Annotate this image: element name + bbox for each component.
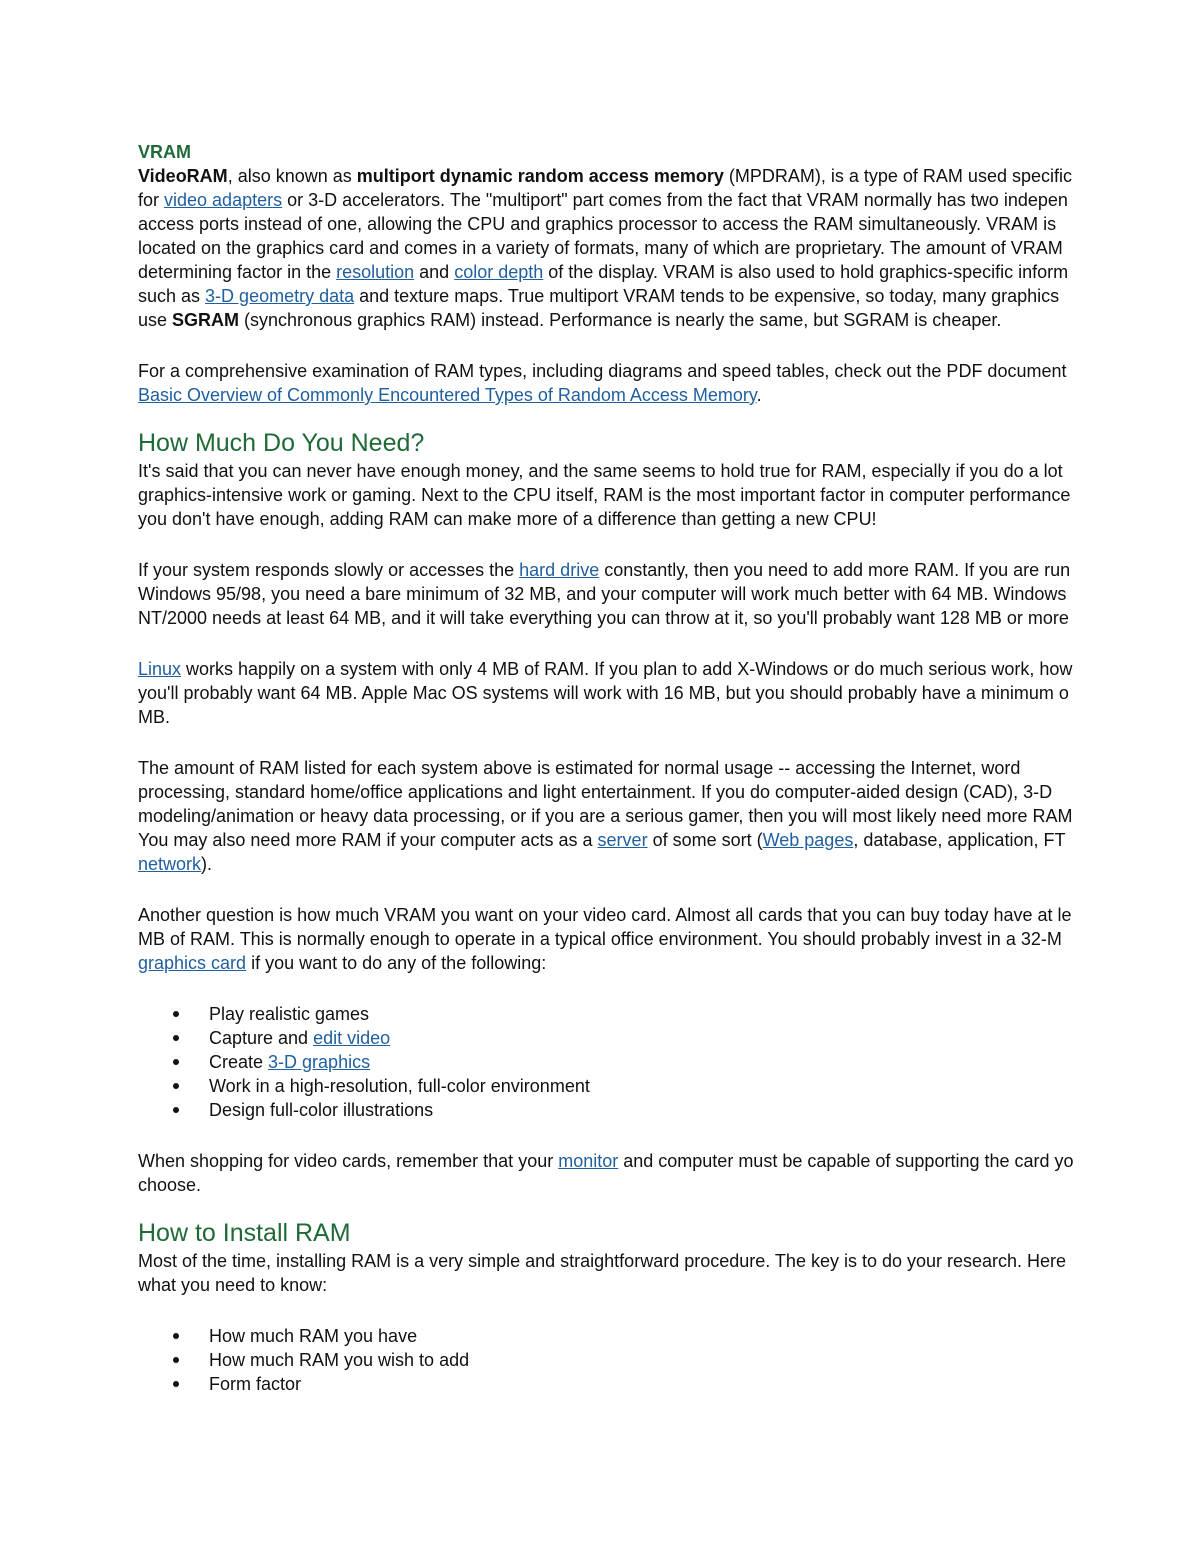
text-line: For a comprehensive examination of RAM types, including diagrams and speed tables, check out the PDF document [138,361,1067,381]
text-line [138,260,1200,284]
text-line [138,284,1200,308]
term-mpdram: multiport dynamic random access memory [356,166,724,186]
text-span: You may also need more RAM if your computer acts as a [138,830,598,850]
text-line [138,828,1200,852]
text-span: (MPDRAM), is a type of RAM used specific [723,166,1072,186]
spacer [138,876,1200,903]
need-paragraph-5 [138,903,1200,975]
text-span: of some sort ( [647,830,763,850]
need-paragraph-1 [138,459,1200,531]
bullet-icon [173,1107,179,1113]
link-3d-graphics[interactable]: 3-D graphics [268,1052,371,1072]
text-line: NT/2000 needs at least 64 MB, and it will take everything you can throw at it, so you'll probably want 128 MB or more [138,608,1069,628]
text-span: How much RAM you wish to add [209,1350,470,1370]
text-line: processing, standard home/office applications and light entertainment. If you do computer-aided design (CAD), 3-D [138,782,1053,802]
text-span: When shopping for video cards, remember that your [138,1151,559,1171]
bullet-icon [173,1333,179,1339]
text-span: Work in a high-resolution, full-color environment [209,1076,590,1096]
text-line: MB of RAM. This is normally enough to operate in a typical office environment. You should probably invest in a 32-M [138,929,1062,949]
vram-uses-list [138,1002,1200,1122]
text-span: use [138,310,173,330]
text-span: ). [201,854,213,874]
text-line: Another question is how much VRAM you want on your video card. Almost all cards that you can buy today have at le [138,905,1072,925]
bullet-icon [173,1357,179,1363]
list-item [138,1372,1200,1396]
text-span: Capture and [209,1028,314,1048]
text-span: if you want to do any of the following: [246,953,547,973]
text-line [138,1149,1200,1173]
text-span: Design full-color illustrations [209,1100,434,1120]
text-span: such as [138,286,206,306]
bullet-icon [173,1011,179,1017]
spacer [138,729,1200,756]
bullet-icon [173,1381,179,1387]
link-hard-drive[interactable]: hard drive [519,560,600,580]
bullet-icon [173,1035,179,1041]
text-line [138,657,1200,681]
spacer [138,407,1200,427]
link-graphics-card[interactable]: graphics card [138,953,247,973]
need-paragraph-3 [138,657,1200,729]
need-paragraph-2 [138,558,1200,630]
spacer [138,1197,1200,1217]
spacer [138,332,1200,359]
list-item [138,1324,1200,1348]
link-3d-geometry-data[interactable]: 3-D geometry data [205,286,355,306]
link-color-depth[interactable]: color depth [454,262,544,282]
list-item [138,1026,1200,1050]
vram-heading: VRAM [138,142,191,162]
text-line [138,383,1200,407]
install-paragraph [138,1249,1200,1297]
link-edit-video[interactable]: edit video [313,1028,391,1048]
text-span: How much RAM you have [209,1326,418,1346]
document-page [138,140,1200,1396]
text-line: what you need to know: [138,1275,328,1295]
text-line: choose. [138,1175,202,1195]
text-span: constantly, then you need to add more RAM. If you are run [599,560,1071,580]
link-linux[interactable]: Linux [138,659,182,679]
text-line: graphics-intensive work or gaming. Next to the CPU itself, RAM is the most important factor in computer performance [138,485,1071,505]
need-paragraph-4 [138,756,1200,876]
text-line [138,951,1200,975]
text-span: . [756,385,762,405]
list-item [138,1348,1200,1372]
term-videoram: VideoRAM [138,166,228,186]
spacer [138,975,1200,1002]
spacer [138,1122,1200,1149]
text-span: (synchronous graphics RAM) instead. Performance is nearly the same, but SGRAM is cheaper. [239,310,1002,330]
text-line: modeling/animation or heavy data processing, or if you are a serious gamer, then you will most likely need more RAM [138,806,1073,826]
list-item [138,1002,1200,1026]
link-resolution[interactable]: resolution [336,262,415,282]
need-paragraph-6 [138,1149,1200,1197]
list-item [138,1098,1200,1122]
list-item [138,1050,1200,1074]
text-line: access ports instead of one, allowing the CPU and graphics processor to access the RAM simultaneously. VRAM is [138,214,1057,234]
text-span: and computer must be capable of supporting the card yo [618,1151,1074,1171]
spacer [138,531,1200,558]
section-heading-install: How to Install RAM [138,1219,351,1247]
list-item [138,1074,1200,1098]
text-line: located on the graphics card and comes in a variety of formats, many of which are proprietary. The amount of VRAM [138,238,1063,258]
text-line: Most of the time, installing RAM is a very simple and straightforward procedure. The key is to do your research. Here [138,1251,1067,1271]
section-heading-how-much: How Much Do You Need? [138,429,425,457]
text-line: Windows 95/98, you need a bare minimum of 32 MB, and your computer will work much better with 64 MB. Windows [138,584,1067,604]
text-line: you don't have enough, adding RAM can make more of a difference than getting a new CPU! [138,509,877,529]
text-span: , also known as [227,166,357,186]
pdf-paragraph [138,359,1200,407]
text-span: determining factor in the [138,262,337,282]
text-span: and [414,262,455,282]
link-network[interactable]: network [138,854,202,874]
text-line [138,188,1200,212]
link-video-adapters[interactable]: video adapters [164,190,283,210]
bullet-icon [173,1059,179,1065]
vram-paragraph [138,164,1200,332]
bullet-icon [173,1083,179,1089]
text-line [138,852,1200,876]
link-server[interactable]: server [597,830,648,850]
term-sgram: SGRAM [172,310,240,330]
text-span: of the display. VRAM is also used to hold graphics-specific inform [543,262,1069,282]
link-monitor[interactable]: monitor [558,1151,619,1171]
text-span: works happily on a system with only 4 MB of RAM. If you plan to add X-Windows or do much serious work, how [181,659,1073,679]
install-checklist [138,1324,1200,1396]
text-span: , database, application, FT [853,830,1066,850]
text-span: or 3-D accelerators. The "multiport" part comes from the fact that VRAM normally has two indepen [282,190,1068,210]
text-line: you'll probably want 64 MB. Apple Mac OS systems will work with 16 MB, but you should probably have a minimum o [138,683,1069,703]
spacer [138,1297,1200,1324]
text-line [138,308,1200,332]
text-span: If your system responds slowly or accesses the [138,560,520,580]
text-span: for [138,190,165,210]
text-span: Create [209,1052,269,1072]
link-ram-types-pdf[interactable]: Basic Overview of Commonly Encountered Types of Random Access Memory [138,385,757,405]
text-line [138,558,1200,582]
text-span: and texture maps. True multiport VRAM tends to be expensive, so today, many graphics [354,286,1060,306]
spacer [138,630,1200,657]
text-line [138,164,1200,188]
text-line: The amount of RAM listed for each system above is estimated for normal usage -- accessing the Internet, word [138,758,1021,778]
text-span: Play realistic games [209,1004,370,1024]
text-line: It's said that you can never have enough money, and the same seems to hold true for RAM, especially if you do a lot [138,461,1063,481]
text-line: MB. [138,707,171,727]
text-span: Form factor [209,1374,302,1394]
link-web-pages[interactable]: Web pages [762,830,854,850]
